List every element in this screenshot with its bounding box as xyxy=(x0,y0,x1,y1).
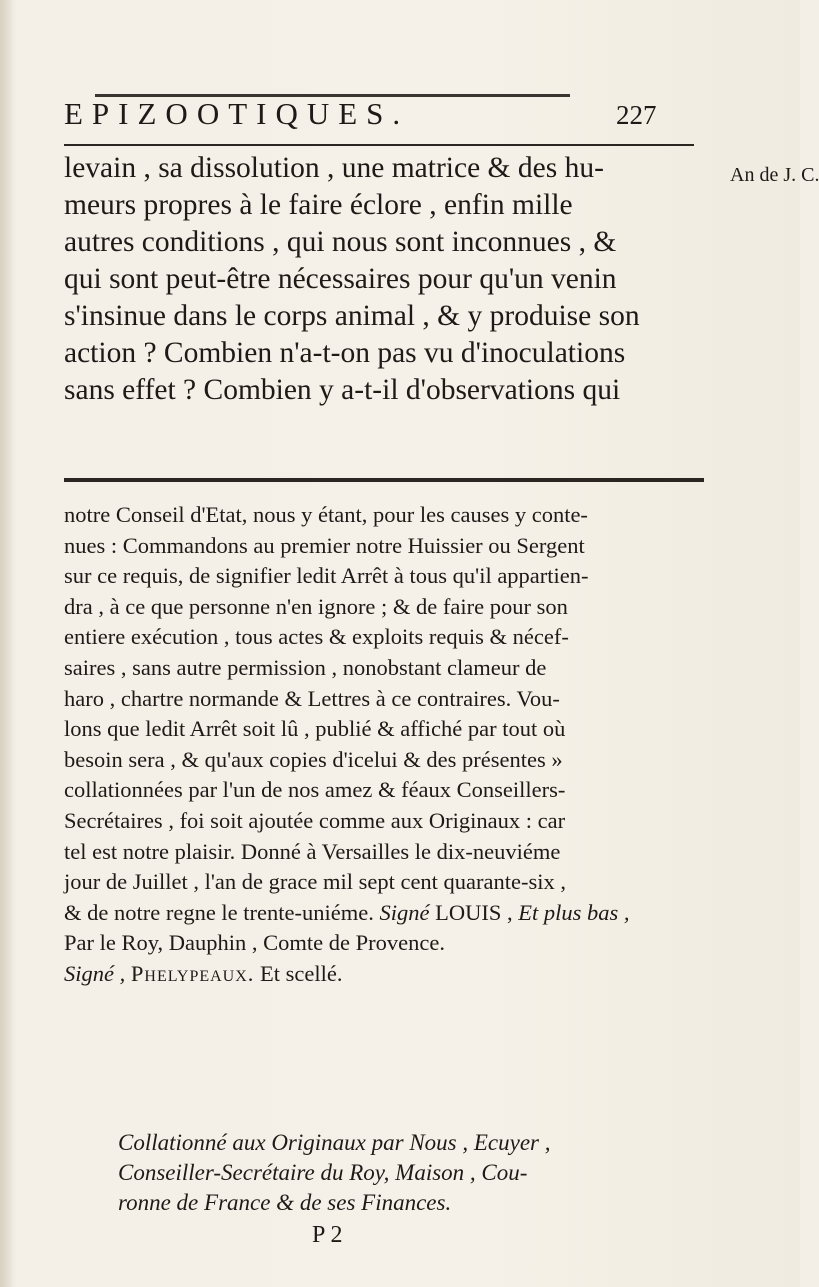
collation-note xyxy=(118,1128,718,1218)
decree-line: collationnées par l'un de nos amez & féaux Conseillers- xyxy=(64,777,566,803)
page-number: 227 xyxy=(616,100,657,130)
margin-note: An de J. C. xyxy=(730,164,819,186)
footnote-rule xyxy=(64,478,704,482)
text-line: action ? Combien n'a-t-on pas vu d'inoculations xyxy=(64,337,626,369)
decree-line: Secrétaires , foi soit ajoutée comme aux Originaux : car xyxy=(64,807,566,833)
decree-line: nues : Commandons au premier notre Huissier ou Sergent xyxy=(64,532,585,558)
text-line: qui sont peut-être nécessaires pour qu'un venin xyxy=(64,263,617,295)
decree-line: haro , chartre normande & Lettres à ce contraires. Vou- xyxy=(64,685,560,711)
decree-line: saires , sans autre permission , nonobstant clameur de xyxy=(64,654,547,680)
running-head xyxy=(64,96,684,136)
decree-signed-line xyxy=(64,898,714,929)
collation-line: Conseiller-Secrétaire du Roy, Maison , Cou- xyxy=(118,1160,528,1185)
decree-line: notre Conseil d'Etat, nous y étant, pour les causes y conte- xyxy=(64,502,588,527)
collation-line: Collationné aux Originaux par Nous , Ecuyer , xyxy=(118,1130,551,1155)
decree-line: sur ce requis, de signifier ledit Arrêt à tous qu'il appartien- xyxy=(64,563,589,589)
decree-text xyxy=(64,500,714,990)
text-line: autres conditions , qui nous sont inconnues , & xyxy=(64,226,617,258)
decree-sealed-line xyxy=(64,959,714,990)
signed-name: LOUIS , xyxy=(435,899,513,925)
text-line: s'insinue dans le corps animal , & y produise son xyxy=(64,300,640,332)
below-label: Et plus bas , xyxy=(518,899,630,925)
signed-label: Signé , xyxy=(64,960,126,986)
below-text: Par le Roy, Dauphin , Comte de Provence. xyxy=(64,930,445,956)
signed-name: Phelypeaux. xyxy=(130,960,255,986)
decree-line: tel est notre plaisir. Donné à Versailles le dix-neuviéme xyxy=(64,838,561,864)
main-text xyxy=(64,150,704,409)
decree-line: lons que ledit Arrêt soit lû , publié & affiché par tout où xyxy=(64,716,566,742)
running-title: EPIZOOTIQUES. xyxy=(64,96,410,131)
collation-line: ronne de France & de ses Finances. xyxy=(118,1190,452,1215)
text-line: meurs propres à le faire éclore , enfin mille xyxy=(64,189,573,221)
signed-label: Signé xyxy=(379,899,430,925)
header-rule xyxy=(64,144,694,146)
decree-below-line xyxy=(64,928,714,959)
decree-line: jour de Juillet , l'an de grace mil sept cent quarante-six , xyxy=(64,869,567,895)
decree-line: entiere exécution , tous actes & exploits requis & nécef- xyxy=(64,624,569,650)
signature-mark: P 2 xyxy=(312,1222,343,1248)
decree-line: dra , à ce que personne n'en ignore ; & de faire pour son xyxy=(64,593,568,619)
text-line: levain , sa dissolution , une matrice & des hu- xyxy=(64,152,604,184)
sealed-text: Et scellé. xyxy=(260,960,343,986)
decree-line-text: & de notre regne le trente-uniéme. xyxy=(64,899,374,925)
page-fold-shadow xyxy=(0,0,14,1287)
decree-line: besoin sera , & qu'aux copies d'icelui & des présentes » xyxy=(64,746,563,772)
text-line: sans effet ? Combien y a-t-il d'observations qui xyxy=(64,374,621,406)
